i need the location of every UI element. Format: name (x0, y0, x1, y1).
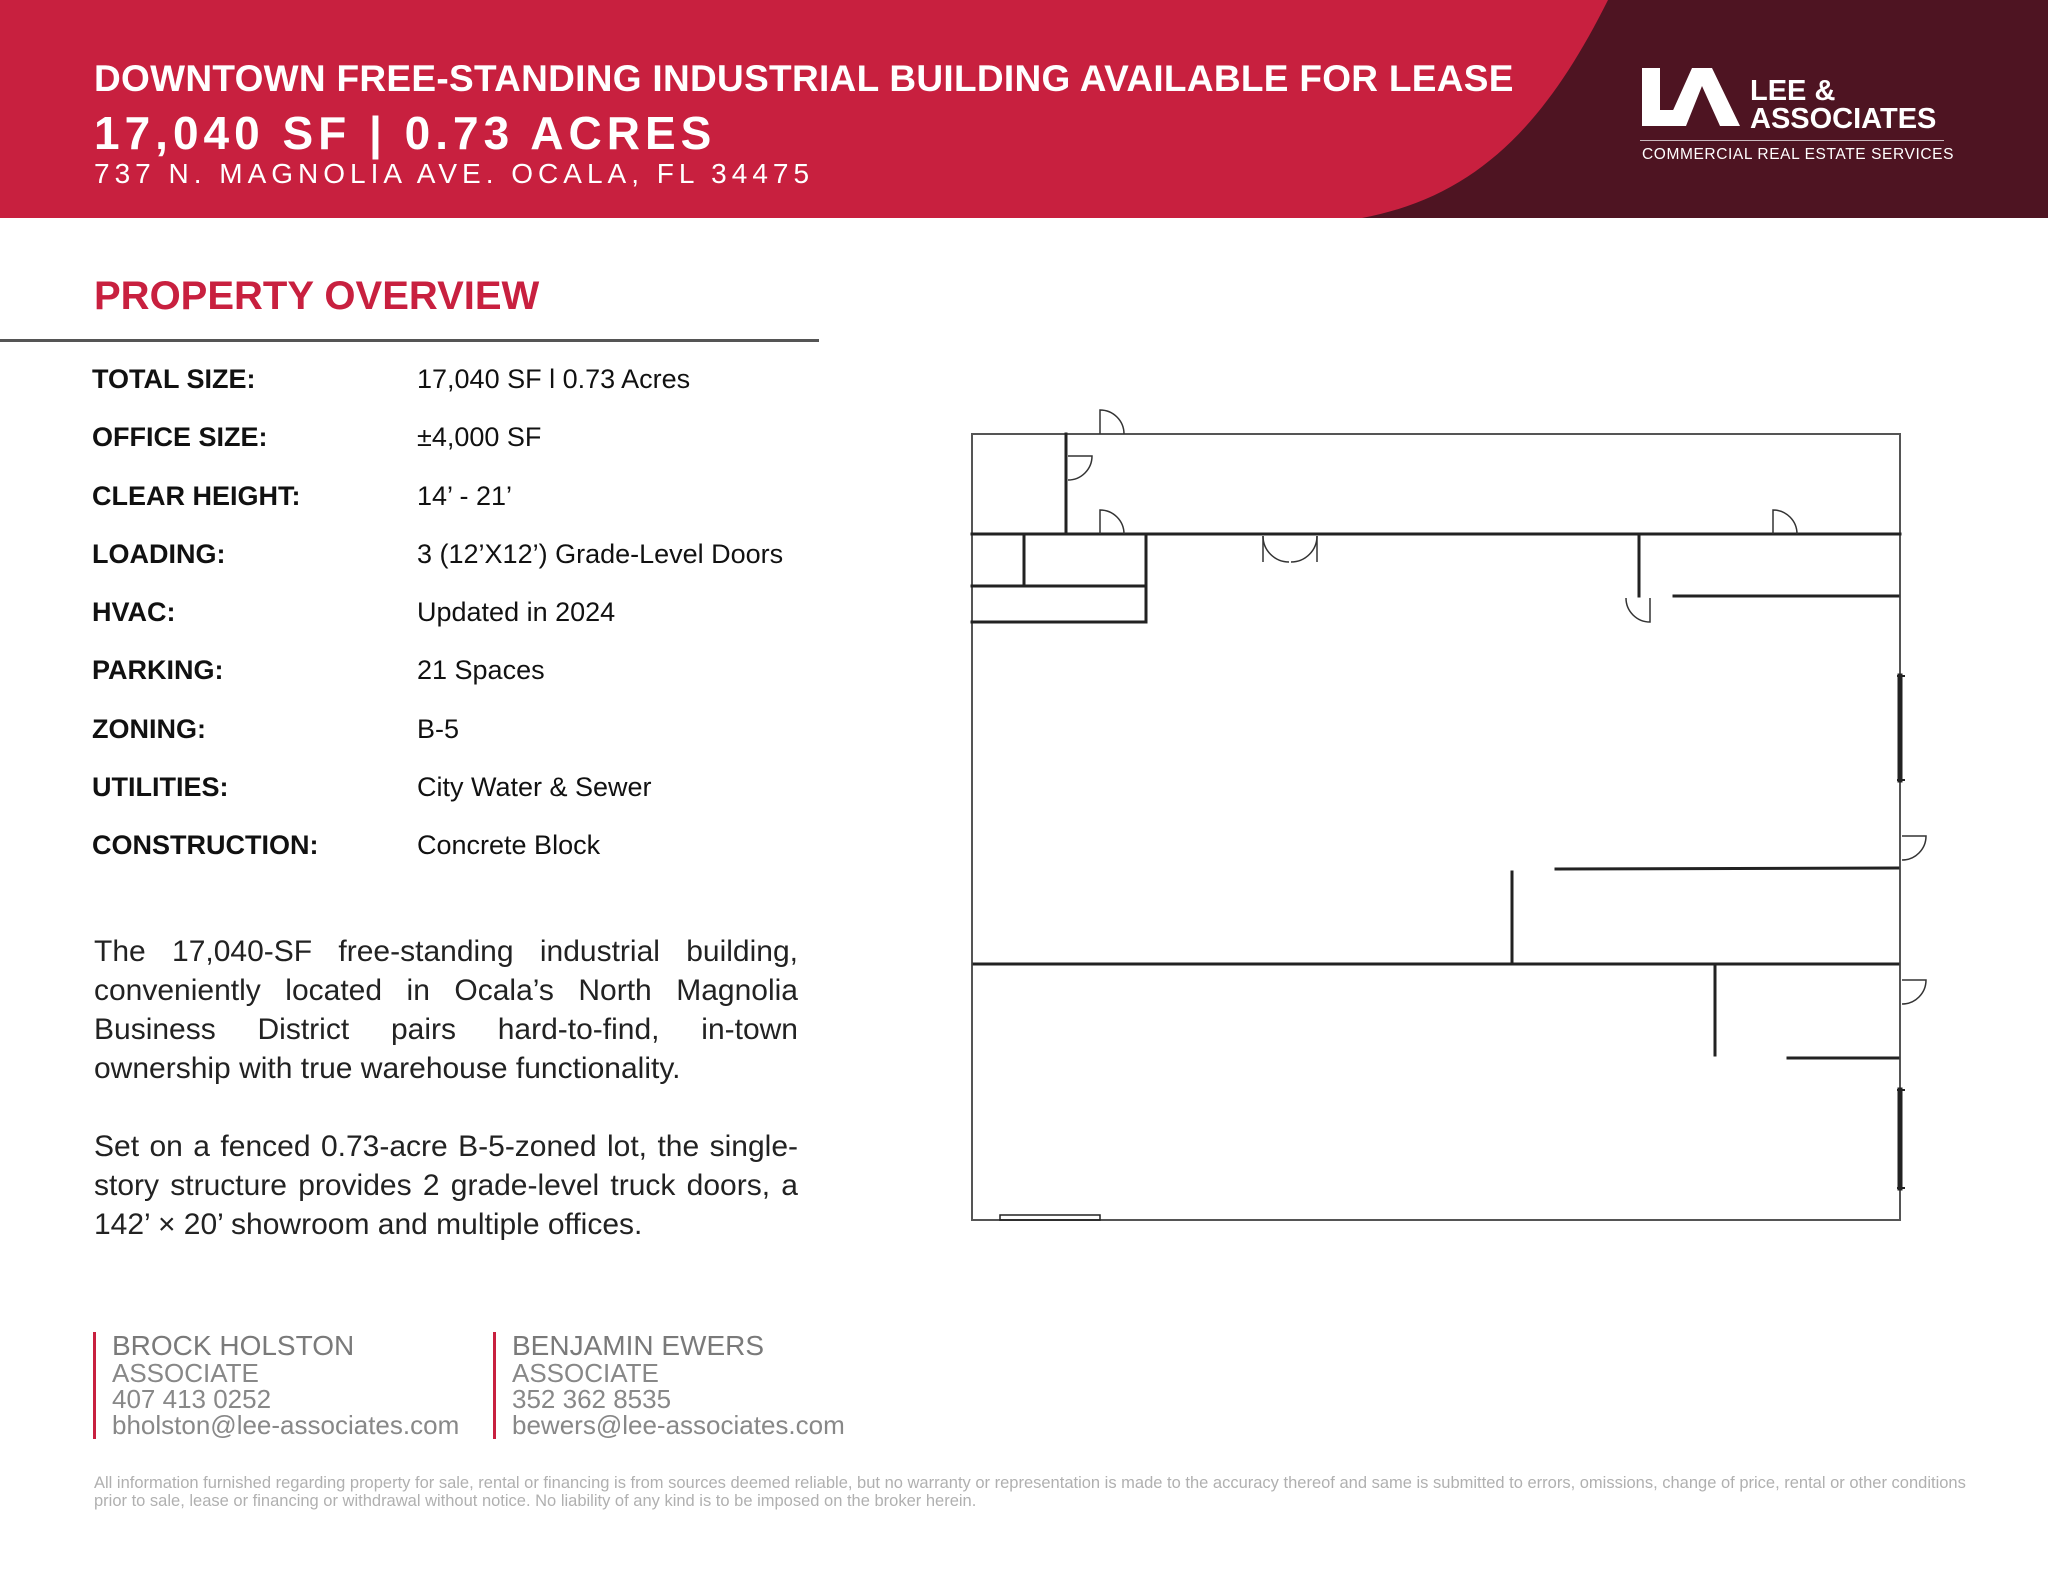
spec-label: CLEAR HEIGHT: (92, 480, 301, 511)
spec-label: CONSTRUCTION: (92, 830, 319, 861)
spec-row-parking (92, 655, 832, 713)
contact-title: ASSOCIATE (512, 1358, 659, 1388)
contact-phone[interactable]: 407 413 0252 (112, 1384, 272, 1414)
lee-associates-logo (1640, 66, 1955, 166)
floor-plan-door (1100, 410, 1124, 434)
floor-plan-door (1068, 456, 1092, 480)
spec-row-loading (92, 539, 832, 597)
spec-label: TOTAL SIZE: (92, 364, 256, 394)
logo-tagline: COMMERCIAL REAL ESTATE SERVICES (1642, 146, 1955, 163)
spec-label: PARKING: (92, 655, 224, 686)
spec-row-construction (92, 830, 832, 888)
overview-divider (0, 339, 819, 342)
spec-value: Updated in 2024 (417, 597, 616, 628)
floor-plan-threshold (1000, 1215, 1100, 1220)
floor-plan-door (1263, 536, 1289, 562)
floor-plan-door (1902, 980, 1926, 1004)
spec-value: 21 Spaces (417, 655, 545, 686)
floor-plan-door (1100, 510, 1124, 534)
listing-size: 17,040 SF | 0.73 ACRES (94, 107, 717, 159)
spec-value: City Water & Sewer (417, 772, 652, 803)
logo-mark-icon (1640, 66, 1744, 128)
spec-row-hvac (92, 597, 832, 655)
floor-plan-door (1902, 836, 1926, 860)
floor-plan-door (1626, 598, 1650, 622)
floor-plan-exterior-wall (972, 434, 1900, 1220)
spec-value: B-5 (417, 713, 460, 744)
floor-plan-door (1773, 510, 1797, 534)
spec-row-total-size (92, 364, 832, 422)
spec-value: 3 (12’X12’) Grade-Level Doors (417, 538, 784, 569)
listing-address: 737 N. MAGNOLIA AVE. OCALA, FL 34475 (94, 158, 815, 189)
legal-disclaimer: All information furnished regarding property for sale, rental or financing is from sources deemed reliable, but no warranty or representation is made to the accuracy thereof and same is submitted to errors, omissions, change of price, rental or other conditions prior to sale, lease or financing or withdrawal without notice. No liability of any kind is to be imposed on the broker herein. (94, 1474, 1966, 1510)
spec-value: Concrete Block (417, 830, 601, 861)
spec-value: 14’ - 21’ (417, 480, 513, 511)
logo-name-line2: ASSOCIATES (1750, 103, 1937, 135)
header-banner (0, 0, 2048, 218)
floor-plan-door (1291, 536, 1317, 562)
logo-name-line1: LEE & (1750, 75, 1836, 107)
spec-label: OFFICE SIZE: (92, 422, 268, 453)
floor-plan-drawing (960, 400, 1940, 1240)
contact-name: BENJAMIN EWERS (512, 1330, 765, 1361)
listing-title: DOWNTOWN FREE-STANDING INDUSTRIAL BUILDING AVAILABLE FOR LEASE (94, 58, 1514, 99)
logo-divider (1640, 140, 1944, 141)
contact-email[interactable]: bholston@lee-associates.com (112, 1410, 460, 1440)
spec-row-utilities (92, 772, 832, 830)
overview-heading: PROPERTY OVERVIEW (94, 274, 540, 318)
spec-label: ZONING: (92, 713, 206, 744)
floor-plan-wall (1556, 868, 1898, 869)
contact-phone[interactable]: 352 362 8535 (512, 1384, 672, 1414)
spec-table (92, 364, 832, 889)
description-paragraph-1: The 17,040-SF free-standing industrial building, conveniently located in Ocala’s North Magnolia Business District pairs hard-to-find, in-town ownership with true warehouse functionality. (94, 935, 798, 1085)
spec-label: HVAC: (92, 597, 176, 628)
spec-value: 17,040 SF l 0.73 Acres (417, 364, 691, 394)
contact-title: ASSOCIATE (112, 1358, 259, 1388)
contact-card (93, 1332, 459, 1439)
contact-email[interactable]: bewers@lee-associates.com (512, 1410, 845, 1440)
contact-name: BROCK HOLSTON (112, 1330, 355, 1361)
spec-label: UTILITIES: (92, 772, 229, 803)
spec-label: LOADING: (92, 538, 226, 569)
spec-row-zoning (92, 714, 832, 772)
spec-row-office-size (92, 422, 832, 480)
spec-value: ±4,000 SF (417, 422, 542, 453)
description-paragraph-2: Set on a fenced 0.73-acre B-5-zoned lot, the single-story structure provides 2 grade-level truck doors, a 142’ × 20’ showroom and multiple offices. (94, 1130, 798, 1241)
contact-card (493, 1332, 845, 1439)
spec-row-clear-height (92, 481, 832, 539)
